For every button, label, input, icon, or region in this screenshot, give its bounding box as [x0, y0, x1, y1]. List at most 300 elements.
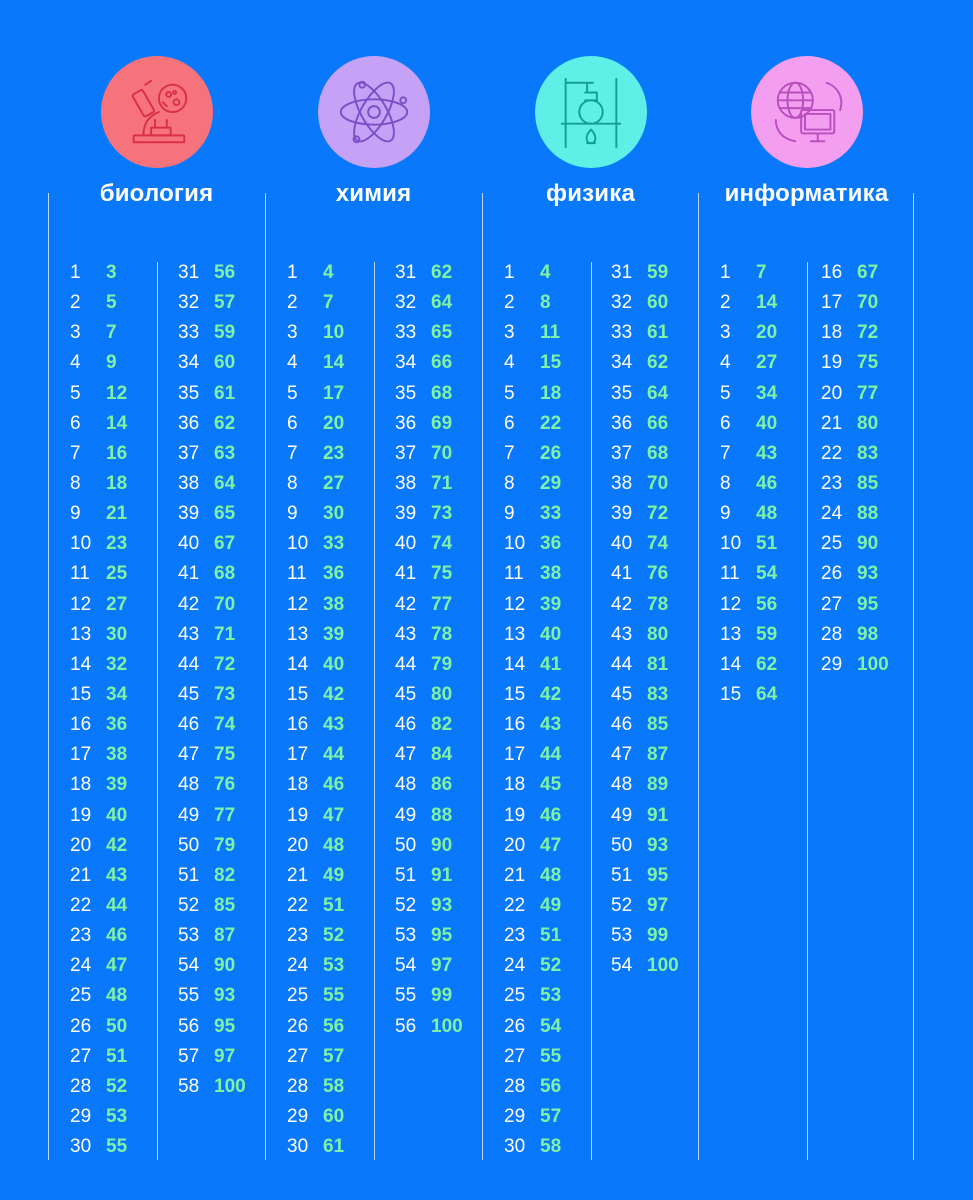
primary-score: 9	[287, 503, 298, 525]
primary-score: 13	[287, 623, 309, 645]
primary-score: 29	[504, 1106, 526, 1127]
primary-score: 25	[821, 533, 843, 555]
test-score: 95	[431, 925, 453, 947]
test-score: 100	[431, 1015, 463, 1037]
score-row	[611, 348, 679, 378]
primary-score: 11	[70, 563, 90, 585]
primary-score: 22	[70, 895, 92, 917]
primary-score: 53	[395, 925, 417, 947]
score-row	[504, 650, 561, 680]
primary-score: 8	[287, 473, 298, 495]
test-score: 21	[106, 503, 128, 525]
primary-score: 29	[70, 1106, 92, 1127]
test-score: 76	[647, 563, 669, 585]
primary-score: 4	[720, 352, 731, 374]
test-score: 44	[106, 895, 128, 917]
test-score: 36	[106, 714, 128, 736]
test-score: 97	[647, 895, 669, 917]
score-row	[504, 981, 561, 1011]
score-row	[178, 529, 246, 559]
primary-score: 57	[178, 1045, 200, 1067]
score-row	[395, 891, 463, 921]
primary-score: 39	[178, 503, 200, 525]
primary-score: 23	[504, 925, 526, 947]
score-row	[720, 620, 777, 650]
primary-score: 51	[611, 864, 633, 886]
score-row	[395, 710, 463, 740]
test-score: 87	[647, 744, 669, 766]
test-score: 7	[323, 292, 334, 314]
score-row	[287, 318, 344, 348]
test-score: 14	[323, 352, 345, 374]
score-row	[70, 1102, 127, 1132]
test-score: 53	[540, 985, 562, 1007]
score-row	[611, 469, 679, 499]
primary-score: 52	[178, 895, 200, 917]
test-score: 43	[323, 714, 345, 736]
score-row	[178, 891, 246, 921]
primary-score: 46	[611, 714, 633, 736]
primary-score: 2	[70, 292, 81, 314]
test-score: 80	[647, 623, 669, 645]
primary-score: 30	[504, 1136, 526, 1158]
score-row	[395, 258, 463, 288]
primary-score: 5	[287, 382, 298, 404]
test-score: 7	[756, 262, 767, 284]
primary-score: 42	[395, 593, 417, 615]
test-score: 74	[214, 714, 236, 736]
test-score: 49	[540, 895, 562, 917]
primary-score: 17	[70, 744, 92, 766]
primary-score: 21	[821, 412, 843, 434]
score-row	[70, 258, 127, 288]
score-row	[178, 801, 246, 831]
score-row	[178, 379, 246, 409]
score-column-1	[720, 258, 777, 710]
test-score: 61	[214, 382, 236, 404]
score-row	[611, 861, 679, 891]
primary-score: 45	[611, 684, 633, 706]
icon-circle	[535, 56, 647, 168]
test-score: 95	[857, 593, 879, 615]
test-score: 42	[106, 834, 128, 856]
primary-score: 3	[70, 322, 81, 344]
divider-line	[482, 193, 483, 1160]
test-score: 72	[647, 503, 669, 525]
score-row	[504, 318, 561, 348]
score-row	[611, 379, 679, 409]
score-row	[70, 1072, 127, 1102]
primary-score: 26	[287, 1015, 309, 1037]
test-score: 75	[214, 744, 236, 766]
test-score: 83	[647, 684, 669, 706]
score-row	[178, 469, 246, 499]
score-row	[611, 620, 679, 650]
score-row	[504, 710, 561, 740]
primary-score: 1	[720, 262, 731, 284]
test-score: 51	[540, 925, 562, 947]
primary-score: 47	[178, 744, 200, 766]
test-score: 55	[540, 1045, 562, 1067]
test-score: 43	[106, 864, 128, 886]
score-row	[504, 831, 561, 861]
test-score: 44	[323, 744, 345, 766]
primary-score: 2	[287, 292, 298, 314]
score-row	[287, 1042, 344, 1072]
primary-score: 4	[70, 352, 81, 374]
divider-line	[265, 193, 266, 1160]
primary-score: 53	[611, 925, 633, 947]
primary-score: 56	[395, 1015, 417, 1037]
primary-score: 48	[611, 774, 633, 796]
test-score: 87	[214, 925, 236, 947]
test-score: 16	[106, 442, 128, 464]
score-row	[70, 620, 127, 650]
score-row	[70, 1132, 127, 1162]
primary-score: 18	[287, 774, 309, 796]
test-score: 46	[323, 774, 345, 796]
score-row	[287, 499, 344, 529]
test-score: 15	[540, 352, 562, 374]
test-score: 8	[540, 292, 551, 314]
score-row	[70, 1042, 127, 1072]
score-row	[70, 921, 127, 951]
test-score: 62	[214, 412, 236, 434]
primary-score: 30	[287, 1136, 309, 1158]
primary-score: 50	[178, 834, 200, 856]
test-score: 47	[323, 804, 345, 826]
score-row	[611, 499, 679, 529]
primary-score: 21	[287, 864, 309, 886]
test-score: 29	[540, 473, 562, 495]
score-row	[178, 951, 246, 981]
score-row	[611, 770, 679, 800]
score-row	[287, 680, 344, 710]
test-score: 52	[106, 1075, 128, 1097]
test-score: 77	[214, 804, 236, 826]
score-row	[178, 620, 246, 650]
test-score: 61	[647, 322, 669, 344]
test-score: 84	[431, 744, 453, 766]
score-row	[611, 439, 679, 469]
primary-score: 47	[611, 744, 633, 766]
test-score: 14	[106, 412, 128, 434]
primary-score: 19	[287, 804, 309, 826]
primary-score: 28	[821, 623, 843, 645]
test-score: 55	[106, 1136, 128, 1158]
primary-score: 12	[504, 593, 526, 615]
primary-score: 27	[504, 1045, 526, 1067]
primary-score: 52	[395, 895, 417, 917]
score-row	[611, 258, 679, 288]
primary-score: 8	[504, 473, 515, 495]
primary-score: 54	[395, 955, 417, 977]
primary-score: 7	[287, 442, 298, 464]
test-score: 22	[540, 412, 562, 434]
microscope-icon	[118, 73, 196, 151]
test-score: 48	[756, 503, 778, 525]
subject-title: физика	[546, 180, 635, 207]
score-row	[287, 981, 344, 1011]
test-score: 20	[756, 322, 778, 344]
test-score: 99	[431, 985, 453, 1007]
test-score: 82	[214, 864, 236, 886]
score-row	[287, 1072, 344, 1102]
icon-circle	[318, 56, 430, 168]
primary-score: 10	[504, 533, 526, 555]
test-score: 77	[431, 593, 453, 615]
score-row	[70, 891, 127, 921]
score-row	[287, 469, 344, 499]
score-row	[504, 288, 561, 318]
primary-score: 41	[178, 563, 200, 585]
test-score: 42	[323, 684, 345, 706]
test-score: 72	[857, 322, 879, 344]
score-row	[178, 590, 246, 620]
test-score: 64	[431, 292, 453, 314]
score-row	[70, 951, 127, 981]
score-row	[611, 831, 679, 861]
test-score: 58	[323, 1075, 345, 1097]
score-row	[504, 620, 561, 650]
primary-score: 23	[821, 473, 843, 495]
test-score: 36	[540, 533, 562, 555]
score-row	[821, 559, 889, 589]
primary-score: 6	[504, 412, 515, 434]
score-row	[178, 1012, 246, 1042]
divider-line	[698, 193, 699, 1160]
primary-score: 8	[720, 473, 731, 495]
primary-score: 33	[395, 322, 417, 344]
test-score: 88	[857, 503, 879, 525]
primary-score: 54	[611, 955, 633, 977]
primary-score: 46	[178, 714, 200, 736]
test-score: 52	[540, 955, 562, 977]
test-score: 75	[857, 352, 879, 374]
test-score: 68	[431, 382, 453, 404]
test-score: 67	[214, 533, 236, 555]
score-row	[720, 680, 777, 710]
primary-score: 24	[70, 955, 92, 977]
score-row	[720, 469, 777, 499]
test-score: 66	[431, 352, 453, 374]
score-row	[821, 529, 889, 559]
test-score: 41	[540, 653, 562, 675]
test-score: 60	[647, 292, 669, 314]
primary-score: 44	[395, 653, 417, 675]
test-score: 26	[540, 442, 562, 464]
primary-score: 35	[395, 382, 417, 404]
score-row	[70, 288, 127, 318]
test-score: 100	[214, 1075, 246, 1097]
primary-score: 42	[178, 593, 200, 615]
test-score: 52	[323, 925, 345, 947]
icon-circle	[751, 56, 863, 168]
score-row	[70, 348, 127, 378]
primary-score: 24	[821, 503, 843, 525]
primary-score: 55	[178, 985, 200, 1007]
test-score: 73	[214, 684, 236, 706]
primary-score: 18	[70, 774, 92, 796]
primary-score: 29	[821, 653, 843, 675]
score-row	[395, 951, 463, 981]
score-row	[611, 529, 679, 559]
test-score: 53	[323, 955, 345, 977]
score-row	[287, 710, 344, 740]
score-row	[720, 499, 777, 529]
test-score: 82	[431, 714, 453, 736]
score-row	[821, 620, 889, 650]
score-row	[395, 288, 463, 318]
score-row	[504, 680, 561, 710]
score-row	[178, 921, 246, 951]
test-score: 89	[647, 774, 669, 796]
test-score: 56	[323, 1015, 345, 1037]
test-score: 33	[323, 533, 345, 555]
primary-score: 24	[287, 955, 309, 977]
primary-score: 32	[611, 292, 633, 314]
primary-score: 19	[70, 804, 92, 826]
score-row	[395, 650, 463, 680]
score-column-1	[504, 258, 561, 1162]
primary-score: 16	[287, 714, 309, 736]
test-score: 59	[647, 262, 669, 284]
test-score: 76	[214, 774, 236, 796]
score-row	[720, 559, 777, 589]
score-column-2	[395, 258, 463, 1042]
score-row	[395, 590, 463, 620]
score-column-1	[70, 258, 127, 1162]
primary-score: 40	[395, 533, 417, 555]
test-score: 54	[540, 1015, 562, 1037]
test-score: 46	[540, 804, 562, 826]
test-score: 71	[431, 473, 453, 495]
primary-score: 13	[720, 623, 742, 645]
test-score: 95	[214, 1015, 236, 1037]
test-score: 5	[106, 292, 117, 314]
score-row	[821, 258, 889, 288]
test-score: 65	[431, 322, 453, 344]
test-score: 58	[540, 1136, 562, 1158]
test-score: 88	[431, 804, 453, 826]
score-row	[720, 650, 777, 680]
score-row	[395, 318, 463, 348]
test-score: 23	[323, 442, 345, 464]
test-score: 64	[214, 473, 236, 495]
primary-score: 29	[287, 1106, 309, 1127]
primary-score: 49	[178, 804, 200, 826]
score-row	[611, 710, 679, 740]
test-score: 54	[756, 563, 778, 585]
primary-score: 39	[611, 503, 633, 525]
primary-score: 5	[720, 382, 731, 404]
primary-score: 22	[821, 442, 843, 464]
score-row	[504, 770, 561, 800]
primary-score: 21	[70, 864, 92, 886]
score-row	[720, 288, 777, 318]
test-score: 27	[106, 593, 128, 615]
test-score: 57	[540, 1106, 562, 1127]
primary-score: 22	[287, 895, 309, 917]
primary-score: 45	[178, 684, 200, 706]
score-row	[504, 951, 561, 981]
primary-score: 27	[287, 1045, 309, 1067]
primary-score: 37	[178, 442, 200, 464]
score-row	[287, 258, 344, 288]
score-row	[504, 740, 561, 770]
lab-flask-icon	[552, 73, 630, 151]
score-row	[611, 921, 679, 951]
score-row	[720, 439, 777, 469]
primary-score: 10	[287, 533, 309, 555]
test-score: 40	[106, 804, 128, 826]
score-row	[611, 740, 679, 770]
test-score: 4	[323, 262, 334, 284]
score-row	[720, 409, 777, 439]
primary-score: 3	[287, 322, 298, 344]
primary-score: 50	[395, 834, 417, 856]
primary-score: 32	[395, 292, 417, 314]
test-score: 93	[647, 834, 669, 856]
primary-score: 27	[821, 593, 843, 615]
test-score: 3	[106, 262, 117, 284]
test-score: 85	[647, 714, 669, 736]
primary-score: 15	[70, 684, 92, 706]
score-row	[611, 801, 679, 831]
primary-score: 35	[611, 382, 633, 404]
score-row	[504, 861, 561, 891]
primary-score: 55	[395, 985, 417, 1007]
score-row	[504, 559, 561, 589]
score-column-1	[287, 258, 344, 1162]
score-row	[70, 469, 127, 499]
test-score: 78	[647, 593, 669, 615]
test-score: 97	[214, 1045, 236, 1067]
primary-score: 20	[287, 834, 309, 856]
test-score: 68	[214, 563, 236, 585]
primary-score: 12	[70, 593, 92, 615]
score-row	[178, 409, 246, 439]
primary-score: 16	[821, 262, 843, 284]
score-row	[821, 499, 889, 529]
test-score: 56	[214, 262, 236, 284]
score-row	[821, 590, 889, 620]
score-row	[287, 770, 344, 800]
score-row	[70, 861, 127, 891]
primary-score: 23	[287, 925, 309, 947]
primary-score: 34	[395, 352, 417, 374]
primary-score: 9	[70, 503, 81, 525]
test-score: 18	[540, 382, 562, 404]
test-score: 48	[540, 864, 562, 886]
test-score: 65	[214, 503, 236, 525]
primary-score: 9	[504, 503, 515, 525]
primary-score: 56	[178, 1015, 200, 1037]
primary-score: 2	[504, 292, 515, 314]
divider-line	[48, 193, 49, 1160]
score-row	[504, 469, 561, 499]
primary-score: 4	[504, 352, 515, 374]
score-row	[178, 499, 246, 529]
score-row	[70, 680, 127, 710]
score-row	[611, 288, 679, 318]
primary-score: 43	[611, 623, 633, 645]
score-row	[720, 318, 777, 348]
primary-score: 28	[70, 1075, 92, 1097]
test-score: 51	[756, 533, 778, 555]
primary-score: 39	[395, 503, 417, 525]
score-row	[611, 590, 679, 620]
